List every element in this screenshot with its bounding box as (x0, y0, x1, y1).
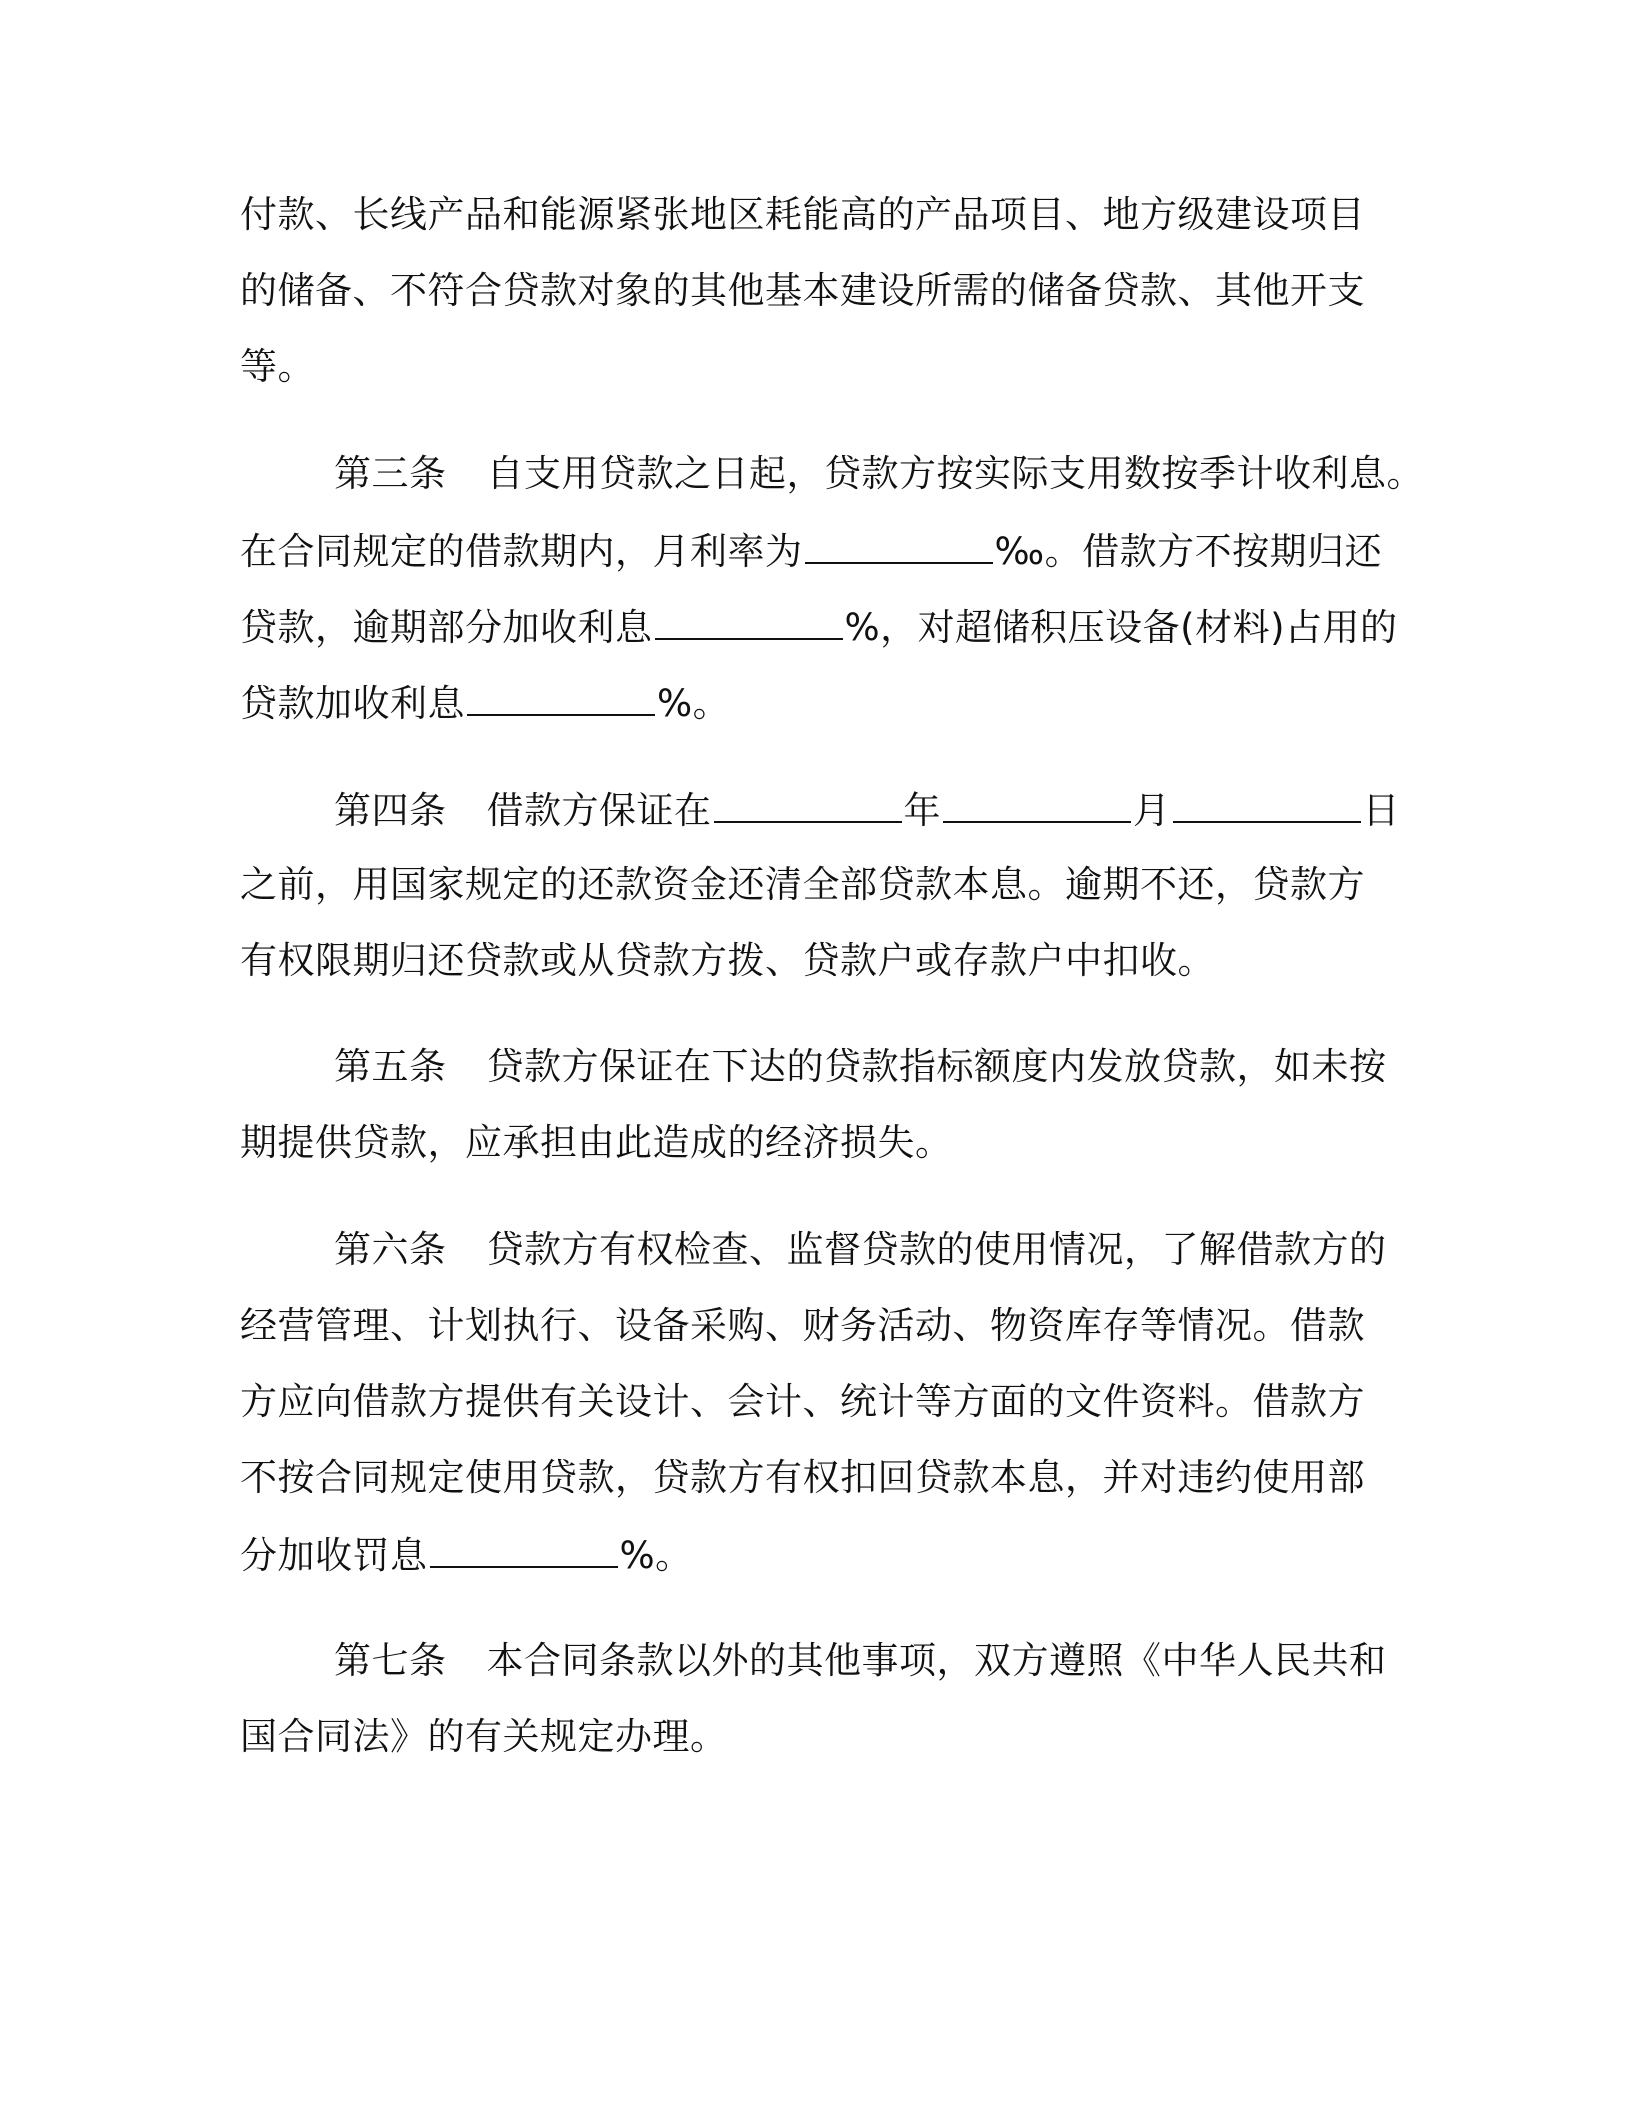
text: 有权限期归还贷款或从贷款方拨、贷款户或存款户中扣收。 (240, 939, 1215, 982)
text: 贷款，逾期部分加收利息 (240, 606, 653, 649)
article-4-line-3 (240, 939, 1215, 983)
article-4-title: 第四条 (334, 789, 447, 832)
fill-blank-year[interactable] (714, 787, 902, 823)
article-7-line-1 (334, 1639, 1387, 1683)
text: %。 (619, 1534, 693, 1577)
article-4-line-1 (334, 787, 1400, 833)
paragraph-continuation-line-2 (240, 269, 1365, 313)
text: %，对超储积压设备(材料)占用的 (844, 606, 1398, 649)
fill-blank-month[interactable] (943, 787, 1131, 823)
article-6-line-1 (334, 1228, 1387, 1272)
text: 日 (1362, 789, 1400, 832)
fill-blank-overstock-interest[interactable] (467, 680, 655, 716)
text: ‰。借款方不按期归还 (994, 530, 1383, 573)
text: 本合同条款以外的其他事项，双方遵照《中华人民共和 (486, 1639, 1387, 1682)
text: 在合同规定的借款期内，月利率为 (240, 530, 803, 573)
article-3-line-4 (240, 680, 730, 726)
text: %。 (657, 682, 731, 725)
text: 方应向借款方提供有关设计、会计、统计等方面的文件资料。借款方 (240, 1380, 1365, 1423)
article-6-title: 第六条 (334, 1228, 447, 1271)
text: 贷款方保证在下达的贷款指标额度内发放贷款，如未按 (486, 1045, 1387, 1088)
text: 分加收罚息 (240, 1534, 428, 1577)
article-5-title: 第五条 (334, 1045, 447, 1088)
text: 经营管理、计划执行、设备采购、财务活动、物资库存等情况。借款 (240, 1304, 1365, 1347)
text: 付款、长线产品和能源紧张地区耗能高的产品项目、地方级建设项目 (240, 193, 1365, 236)
article-6-line-4 (240, 1456, 1365, 1500)
article-4-line-2 (240, 863, 1365, 907)
article-7-line-2 (240, 1715, 728, 1759)
text: 期提供贷款，应承担由此造成的经济损失。 (240, 1121, 953, 1164)
text: 月 (1133, 789, 1171, 832)
text: 不按合同规定使用贷款，贷款方有权扣回贷款本息，并对违约使用部 (240, 1456, 1365, 1499)
article-5-line-1 (334, 1045, 1387, 1089)
fill-blank-day[interactable] (1173, 787, 1361, 823)
text: 借款方保证在 (486, 789, 712, 832)
paragraph-continuation-line-3 (240, 345, 315, 389)
article-5-line-2 (240, 1121, 953, 1165)
text: 的储备、不符合贷款对象的其他基本建设所需的储备贷款、其他开支 (240, 269, 1365, 312)
text: 自支用贷款之日起，贷款方按实际支用数按季计收利息。 (486, 452, 1424, 495)
article-6-line-2 (240, 1304, 1365, 1348)
text: 等。 (240, 345, 315, 388)
text: 贷款加收利息 (240, 682, 465, 725)
article-7-title: 第七条 (334, 1639, 447, 1682)
article-6-line-3 (240, 1380, 1365, 1424)
article-3-line-2 (240, 528, 1382, 574)
text: 贷款方有权检查、监督贷款的使用情况，了解借款方的 (486, 1228, 1387, 1271)
fill-blank-monthly-rate[interactable] (805, 528, 993, 564)
article-3-title: 第三条 (334, 452, 447, 495)
fill-blank-overdue-interest[interactable] (655, 604, 843, 640)
paragraph-continuation-line-1 (240, 193, 1365, 237)
fill-blank-penalty-interest[interactable] (430, 1532, 618, 1568)
text: 国合同法》的有关规定办理。 (240, 1715, 728, 1758)
article-3-line-3 (240, 604, 1398, 650)
article-6-line-5 (240, 1532, 693, 1578)
text: 年 (903, 789, 941, 832)
text: 之前，用国家规定的还款资金还清全部贷款本息。逾期不还，贷款方 (240, 863, 1365, 906)
article-3-line-1 (334, 452, 1424, 496)
